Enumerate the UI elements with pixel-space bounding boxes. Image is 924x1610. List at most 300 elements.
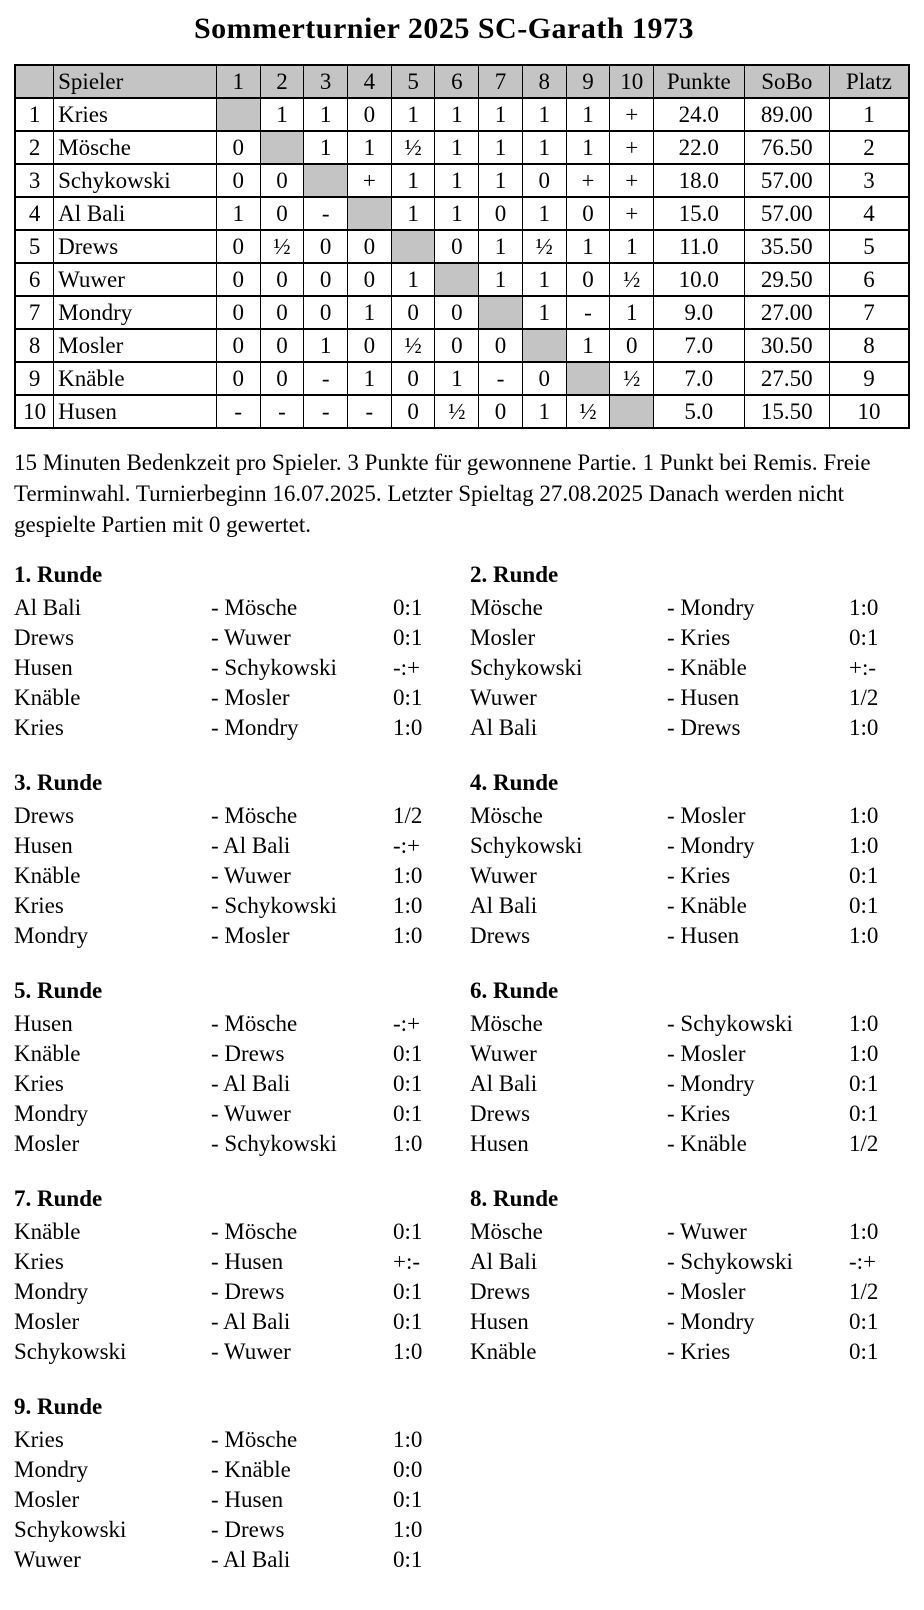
crosstable-row-2 [15, 131, 909, 164]
game-result: 0:1 [393, 1071, 423, 1096]
game-row [14, 1247, 455, 1277]
header-opponent-6: 6 [435, 65, 479, 98]
result-cell: 1 [435, 164, 479, 197]
result-cell: - [304, 362, 348, 395]
place-value: 10 [829, 395, 909, 428]
game-row [14, 801, 455, 831]
header-opponent-9: 9 [566, 65, 610, 98]
black-player: - Mosler [211, 685, 290, 710]
game-row [14, 1217, 455, 1247]
rank-number: 8 [15, 329, 54, 362]
game-row [470, 831, 911, 861]
white-player: Drews [470, 1279, 531, 1304]
result-cell: 1 [566, 329, 610, 362]
result-cell: 1 [391, 164, 435, 197]
sobo-value: 76.50 [744, 131, 829, 164]
white-player: Schykowski [470, 655, 583, 680]
player-name: Kries [54, 98, 217, 131]
black-player: - Mondry [667, 1309, 755, 1334]
place-value: 8 [829, 329, 909, 362]
game-row [470, 891, 911, 921]
black-player: - Al Bali [211, 833, 291, 858]
place-value: 4 [829, 197, 909, 230]
header-spieler: Spieler [54, 65, 217, 98]
rank-number: 10 [15, 395, 54, 428]
rank-number: 6 [15, 263, 54, 296]
rounds-section [14, 560, 910, 1600]
white-player: Husen [470, 1131, 529, 1156]
game-result: 0:1 [393, 625, 423, 650]
page-title: Sommerturnier 2025 SC-Garath 1973 [193, 12, 695, 45]
game-result: 1:0 [849, 1041, 879, 1066]
player-name: Drews [54, 230, 217, 263]
white-player: Mösche [470, 1011, 543, 1036]
game-result: +:- [393, 1249, 421, 1274]
result-cell: ½ [610, 263, 654, 296]
points-value: 11.0 [654, 230, 745, 263]
round-block-5 [14, 976, 455, 1159]
black-player: - Al Bali [211, 1309, 291, 1334]
black-player: - Kries [667, 625, 731, 650]
game-result: 1:0 [849, 1011, 879, 1036]
result-cell: 1 [479, 164, 523, 197]
header-opponent-8: 8 [522, 65, 566, 98]
black-player: - Schykowski [667, 1011, 793, 1036]
game-result: 1:0 [393, 1517, 423, 1542]
result-cell: 0 [260, 296, 304, 329]
result-cell: 1 [391, 98, 435, 131]
result-cell: 0 [391, 296, 435, 329]
sobo-value: 27.50 [744, 362, 829, 395]
result-cell: 1 [391, 263, 435, 296]
game-result: 1:0 [849, 1219, 879, 1244]
game-row [14, 623, 455, 653]
result-cell: 1 [522, 263, 566, 296]
white-player: Al Bali [470, 1249, 538, 1274]
round-title: 3. Runde [14, 770, 103, 795]
game-result: 1:0 [849, 595, 879, 620]
player-name: Knäble [54, 362, 217, 395]
header-opponent-4: 4 [348, 65, 392, 98]
result-cell: + [566, 164, 610, 197]
white-player: Knäble [14, 863, 81, 888]
result-cell: - [479, 362, 523, 395]
black-player: - Drews [211, 1041, 285, 1066]
result-cell: 0 [260, 164, 304, 197]
white-player: Schykowski [470, 833, 583, 858]
game-row [14, 891, 455, 921]
result-cell: 0 [260, 197, 304, 230]
header-opponent-2: 2 [260, 65, 304, 98]
result-cell: 0 [216, 296, 260, 329]
diagonal-cell [216, 98, 260, 131]
game-result: 1:0 [393, 1427, 423, 1452]
place-value: 9 [829, 362, 909, 395]
white-player: Husen [14, 655, 73, 680]
place-value: 1 [829, 98, 909, 131]
place-value: 2 [829, 131, 909, 164]
white-player: Al Bali [470, 715, 538, 740]
result-cell: 0 [216, 362, 260, 395]
black-player: - Husen [667, 923, 740, 948]
crosstable-row-4 [15, 197, 909, 230]
header-opponent-5: 5 [391, 65, 435, 98]
diagonal-cell [522, 329, 566, 362]
result-cell: ½ [391, 329, 435, 362]
result-cell: 1 [348, 362, 392, 395]
white-player: Schykowski [14, 1517, 127, 1542]
white-player: Knäble [470, 1339, 537, 1364]
result-cell: 1 [348, 296, 392, 329]
result-cell: 1 [348, 131, 392, 164]
game-row [14, 831, 455, 861]
game-row [14, 683, 455, 713]
result-cell: 1 [304, 98, 348, 131]
black-player: - Mosler [667, 803, 746, 828]
game-result: 1/2 [393, 803, 423, 828]
game-result: 0:1 [393, 685, 423, 710]
player-name: Mosler [54, 329, 217, 362]
white-player: Kries [14, 1249, 64, 1274]
round-title: 4. Runde [470, 770, 559, 795]
crosstable [14, 64, 910, 429]
game-result: -:+ [393, 833, 421, 858]
game-row [470, 1247, 911, 1277]
game-result: 0:1 [393, 1547, 423, 1572]
player-name: Schykowski [54, 164, 217, 197]
black-player: - Husen [211, 1487, 284, 1512]
result-cell: + [610, 131, 654, 164]
diagonal-cell [566, 362, 610, 395]
game-row [470, 921, 911, 951]
round-title: 2. Runde [470, 562, 559, 587]
white-player: Mösche [470, 1219, 543, 1244]
black-player: - Mösche [211, 595, 298, 620]
game-row [14, 1277, 455, 1307]
result-cell: 0 [610, 329, 654, 362]
game-row [14, 1307, 455, 1337]
game-result: 1:0 [393, 1339, 423, 1364]
crosstable-row-10 [15, 395, 909, 428]
result-cell: 1 [216, 197, 260, 230]
game-result: 1:0 [393, 863, 423, 888]
result-cell: 1 [435, 362, 479, 395]
black-player: - Knäble [667, 893, 747, 918]
game-row [14, 1515, 455, 1545]
crosstable-row-5 [15, 230, 909, 263]
game-result: 0:1 [849, 1309, 879, 1334]
diagonal-cell [435, 263, 479, 296]
result-cell: 1 [479, 230, 523, 263]
white-player: Al Bali [470, 893, 538, 918]
game-row [470, 593, 911, 623]
black-player: - Schykowski [211, 893, 337, 918]
black-player: - Mondry [667, 595, 755, 620]
game-result: 0:1 [393, 1309, 423, 1334]
header-opponent-10: 10 [610, 65, 654, 98]
diagonal-cell [260, 131, 304, 164]
result-cell: 0 [348, 98, 392, 131]
white-player: Knäble [14, 1041, 81, 1066]
black-player: - Al Bali [211, 1547, 291, 1572]
game-result: 1:0 [849, 833, 879, 858]
white-player: Wuwer [470, 685, 537, 710]
player-name: Husen [54, 395, 217, 428]
white-player: Knäble [14, 1219, 81, 1244]
result-cell: ½ [391, 131, 435, 164]
result-cell: ½ [260, 230, 304, 263]
result-cell: 1 [522, 98, 566, 131]
result-cell: 0 [479, 395, 523, 428]
crosstable-row-7 [15, 296, 909, 329]
game-result: 1:0 [393, 923, 423, 948]
game-row [14, 1069, 455, 1099]
result-cell: 0 [435, 329, 479, 362]
game-row [14, 1485, 455, 1515]
place-value: 7 [829, 296, 909, 329]
result-cell: + [348, 164, 392, 197]
player-name: Mösche [54, 131, 217, 164]
header-opponent-7: 7 [479, 65, 523, 98]
round-title: 6. Runde [470, 978, 559, 1003]
white-player: Kries [14, 1071, 64, 1096]
result-cell: 1 [435, 98, 479, 131]
game-row [14, 1425, 455, 1455]
result-cell: - [348, 395, 392, 428]
game-result: 1:0 [849, 803, 879, 828]
round-block-2 [470, 560, 911, 743]
white-player: Kries [14, 715, 64, 740]
black-player: - Schykowski [667, 1249, 793, 1274]
black-player: - Schykowski [211, 655, 337, 680]
result-cell: 1 [610, 296, 654, 329]
result-cell: 1 [391, 197, 435, 230]
black-player: - Al Bali [211, 1071, 291, 1096]
game-row [14, 1039, 455, 1069]
white-player: Husen [14, 1011, 73, 1036]
game-row [14, 1337, 455, 1367]
diagonal-cell [304, 164, 348, 197]
round-title: 1. Runde [14, 562, 103, 587]
crosstable-header-row [15, 65, 909, 98]
black-player: - Husen [667, 685, 740, 710]
result-cell: 1 [479, 98, 523, 131]
game-result: -:+ [393, 1011, 421, 1036]
game-row [470, 653, 911, 683]
round-block-1 [14, 560, 455, 743]
black-player: - Knäble [667, 1131, 747, 1156]
place-value: 3 [829, 164, 909, 197]
game-result: -:+ [849, 1249, 877, 1274]
points-value: 15.0 [654, 197, 745, 230]
game-result: 1/2 [849, 685, 879, 710]
result-cell: 0 [260, 263, 304, 296]
white-player: Mosler [14, 1309, 80, 1334]
game-result: 0:1 [849, 863, 879, 888]
white-player: Mosler [14, 1131, 80, 1156]
game-result: 0:1 [393, 595, 423, 620]
black-player: - Mondry [667, 833, 755, 858]
white-player: Drews [14, 625, 75, 650]
result-cell: ½ [522, 230, 566, 263]
white-player: Drews [470, 923, 531, 948]
white-player: Mösche [470, 595, 543, 620]
rank-number: 7 [15, 296, 54, 329]
result-cell: 1 [304, 131, 348, 164]
crosstable-row-8 [15, 329, 909, 362]
result-cell: 1 [522, 395, 566, 428]
game-row [14, 1545, 455, 1575]
result-cell: 0 [216, 263, 260, 296]
header-num [15, 65, 54, 98]
white-player: Mosler [14, 1487, 80, 1512]
white-player: Wuwer [470, 863, 537, 888]
header-opponent-3: 3 [304, 65, 348, 98]
black-player: - Wuwer [211, 1101, 291, 1126]
crosstable-row-3 [15, 164, 909, 197]
black-player: - Mondry [211, 715, 299, 740]
game-result: 0:1 [849, 893, 879, 918]
game-result: 0:1 [393, 1101, 423, 1126]
round-block-7 [14, 1184, 455, 1367]
game-row [14, 921, 455, 951]
result-cell: 1 [566, 230, 610, 263]
game-row [470, 861, 911, 891]
result-cell: 1 [304, 329, 348, 362]
result-cell: 1 [522, 296, 566, 329]
white-player: Kries [14, 1427, 64, 1452]
result-cell: + [610, 164, 654, 197]
sobo-value: 27.00 [744, 296, 829, 329]
diagonal-cell [391, 230, 435, 263]
crosstable-row-6 [15, 263, 909, 296]
white-player: Kries [14, 893, 64, 918]
black-player: - Mösche [211, 1219, 298, 1244]
header-platz: Platz [829, 65, 909, 98]
sobo-value: 30.50 [744, 329, 829, 362]
white-player: Husen [14, 833, 73, 858]
rank-number: 3 [15, 164, 54, 197]
result-cell: ½ [610, 362, 654, 395]
game-row [470, 1217, 911, 1247]
player-name: Mondry [54, 296, 217, 329]
black-player: - Drews [667, 715, 741, 740]
points-value: 18.0 [654, 164, 745, 197]
game-row [470, 1099, 911, 1129]
round-block-9 [14, 1392, 455, 1575]
game-row [470, 713, 911, 743]
round-block-8 [470, 1184, 911, 1367]
white-player: Mondry [14, 1101, 89, 1126]
points-value: 24.0 [654, 98, 745, 131]
crosstable-row-9 [15, 362, 909, 395]
game-result: 0:1 [849, 1101, 879, 1126]
points-value: 7.0 [654, 329, 745, 362]
result-cell: 0 [435, 296, 479, 329]
white-player: Mondry [14, 1279, 89, 1304]
result-cell: 0 [435, 230, 479, 263]
points-value: 7.0 [654, 362, 745, 395]
result-cell: 0 [260, 362, 304, 395]
sobo-value: 57.00 [744, 164, 829, 197]
game-result: 0:1 [849, 1339, 879, 1364]
result-cell: 0 [304, 296, 348, 329]
result-cell: 0 [479, 197, 523, 230]
result-cell: 1 [435, 131, 479, 164]
game-result: 0:1 [849, 625, 879, 650]
game-row [14, 1129, 455, 1159]
game-row [470, 801, 911, 831]
place-value: 6 [829, 263, 909, 296]
result-cell: 0 [348, 230, 392, 263]
rank-number: 5 [15, 230, 54, 263]
result-cell: 0 [522, 164, 566, 197]
black-player: - Mösche [211, 1011, 298, 1036]
black-player: - Wuwer [211, 1339, 291, 1364]
white-player: Drews [14, 803, 75, 828]
game-result: 0:0 [393, 1457, 423, 1482]
game-result: 0:1 [393, 1279, 423, 1304]
result-cell: 0 [391, 362, 435, 395]
result-cell: 1 [260, 98, 304, 131]
rank-number: 1 [15, 98, 54, 131]
game-row [470, 1009, 911, 1039]
black-player: - Knäble [667, 655, 747, 680]
result-cell: 0 [304, 230, 348, 263]
round-block-6 [470, 976, 911, 1159]
game-row [470, 1129, 911, 1159]
white-player: Schykowski [14, 1339, 127, 1364]
black-player: - Kries [667, 1339, 731, 1364]
white-player: Husen [470, 1309, 529, 1334]
black-player: - Drews [211, 1279, 285, 1304]
game-row [14, 1455, 455, 1485]
black-player: - Mösche [211, 1427, 298, 1452]
player-name: Al Bali [54, 197, 217, 230]
game-result: 1/2 [849, 1279, 879, 1304]
game-result: 0:1 [393, 1041, 423, 1066]
white-player: Wuwer [470, 1041, 537, 1066]
result-cell: 0 [260, 329, 304, 362]
result-cell: 1 [610, 230, 654, 263]
black-player: - Wuwer [667, 1219, 747, 1244]
black-player: - Mösche [211, 803, 298, 828]
game-result: 1:0 [393, 715, 423, 740]
rank-number: 2 [15, 131, 54, 164]
game-result: 1:0 [393, 1131, 423, 1156]
place-value: 5 [829, 230, 909, 263]
game-result: 1:0 [849, 923, 879, 948]
result-cell: ½ [566, 395, 610, 428]
result-cell: 1 [566, 131, 610, 164]
crosstable-row-1 [15, 98, 909, 131]
points-value: 22.0 [654, 131, 745, 164]
round-title: 8. Runde [470, 1186, 559, 1211]
game-row [470, 1039, 911, 1069]
black-player: - Drews [211, 1517, 285, 1542]
game-row [14, 653, 455, 683]
diagonal-cell [348, 197, 392, 230]
sobo-value: 15.50 [744, 395, 829, 428]
black-player: - Wuwer [211, 863, 291, 888]
result-cell: 0 [566, 197, 610, 230]
result-cell: ½ [435, 395, 479, 428]
result-cell: 0 [216, 230, 260, 263]
header-opponent-1: 1 [216, 65, 260, 98]
result-cell: 0 [522, 362, 566, 395]
game-result: 0:1 [849, 1071, 879, 1096]
black-player: - Mondry [667, 1071, 755, 1096]
